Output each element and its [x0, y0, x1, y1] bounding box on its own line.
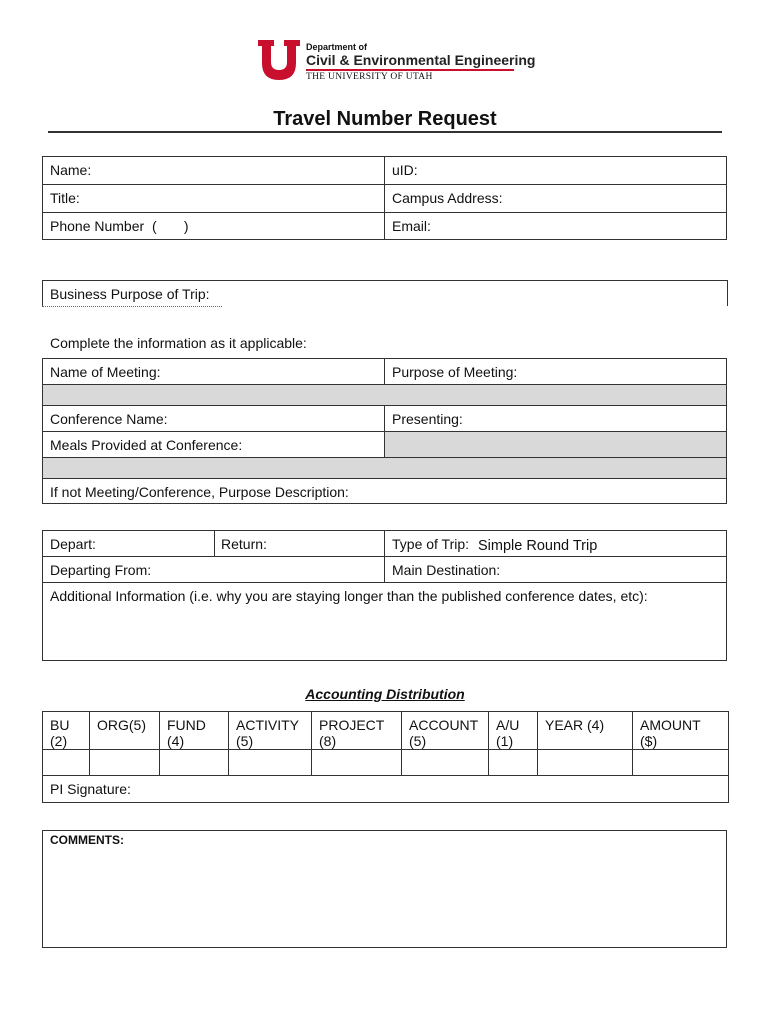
- divider: [42, 280, 43, 306]
- gray-row: [43, 384, 726, 405]
- comments-box[interactable]: [42, 830, 727, 948]
- col-bu-header: BU (2): [50, 717, 70, 749]
- instructions-text: Complete the information as it applicable:: [50, 335, 307, 351]
- divider: [42, 457, 727, 458]
- comments-label: COMMENTS:: [50, 833, 124, 847]
- type-of-trip-select[interactable]: Simple Round Trip: [478, 538, 598, 554]
- type-of-trip-label: Type of Trip:: [392, 536, 470, 552]
- logo-dept-of: Department of: [306, 42, 368, 52]
- year-input[interactable]: [538, 750, 632, 775]
- col-project-header: PROJECT (8): [319, 717, 385, 749]
- pi-signature-field[interactable]: PI Signature:: [50, 781, 131, 797]
- org-input[interactable]: [90, 750, 159, 775]
- col-account-header: ACCOUNT (5): [409, 717, 479, 749]
- gray-cell: [385, 431, 726, 457]
- return-field[interactable]: Return:: [221, 536, 267, 552]
- purpose-of-meeting-field[interactable]: Purpose of Meeting:: [392, 364, 518, 380]
- divider: [42, 775, 729, 776]
- divider: [384, 405, 385, 457]
- business-purpose-field[interactable]: Business Purpose of Trip:: [50, 286, 210, 302]
- name-of-meeting-field[interactable]: Name of Meeting:: [50, 364, 161, 380]
- u-logo-icon: [258, 40, 300, 80]
- depart-field[interactable]: Depart:: [50, 536, 96, 552]
- email-field[interactable]: Email:: [392, 218, 431, 234]
- divider: [384, 358, 385, 384]
- divider: [42, 582, 727, 583]
- col-amount-header: AMOUNT ($): [640, 717, 701, 749]
- accounting-title: Accounting Distribution: [305, 686, 465, 702]
- departing-from-field[interactable]: Departing From:: [50, 562, 152, 578]
- col-activity-header: ACTIVITY (5): [236, 717, 300, 749]
- logo-university: THE UNIVERSITY OF UTAH: [306, 72, 433, 82]
- col-org-header: ORG(5): [97, 717, 146, 733]
- logo-divider: [306, 69, 514, 71]
- title-field[interactable]: Title:: [50, 190, 80, 206]
- divider: [384, 156, 385, 240]
- title-rule: [48, 131, 722, 133]
- divider: [42, 384, 727, 385]
- account-input[interactable]: [402, 750, 488, 775]
- page-title: Travel Number Request: [273, 108, 497, 130]
- activity-input[interactable]: [229, 750, 311, 775]
- au-input[interactable]: [489, 750, 537, 775]
- logo-dept-name: Civil & Environmental Engineering: [306, 52, 536, 68]
- presenting-field[interactable]: Presenting:: [392, 411, 463, 427]
- col-fund-header: FUND (4): [167, 717, 206, 749]
- conference-name-field[interactable]: Conference Name:: [50, 411, 168, 427]
- divider: [42, 306, 222, 307]
- meals-provided-field[interactable]: Meals Provided at Conference:: [50, 437, 243, 453]
- col-year-header: YEAR (4): [545, 717, 605, 733]
- additional-info-field[interactable]: Additional Information (i.e. why you are staying longer than the published conference dates, etc):: [50, 588, 648, 604]
- campus-address-field[interactable]: Campus Address:: [392, 190, 503, 206]
- col-au-header: A/U (1): [496, 717, 520, 749]
- phone-field[interactable]: Phone Number ( ): [50, 218, 189, 234]
- project-input[interactable]: [312, 750, 401, 775]
- divider: [384, 530, 385, 582]
- main-destination-field[interactable]: Main Destination:: [392, 562, 501, 578]
- name-field[interactable]: Name:: [50, 162, 92, 178]
- purpose-description-field[interactable]: If not Meeting/Conference, Purpose Description:: [50, 484, 349, 500]
- gray-row: [43, 457, 726, 478]
- fund-input[interactable]: [160, 750, 228, 775]
- divider: [42, 280, 727, 281]
- divider: [727, 280, 728, 306]
- amount-input[interactable]: [633, 750, 728, 775]
- uid-field[interactable]: uID:: [392, 162, 418, 178]
- bu-input[interactable]: [43, 750, 89, 775]
- divider: [42, 478, 727, 479]
